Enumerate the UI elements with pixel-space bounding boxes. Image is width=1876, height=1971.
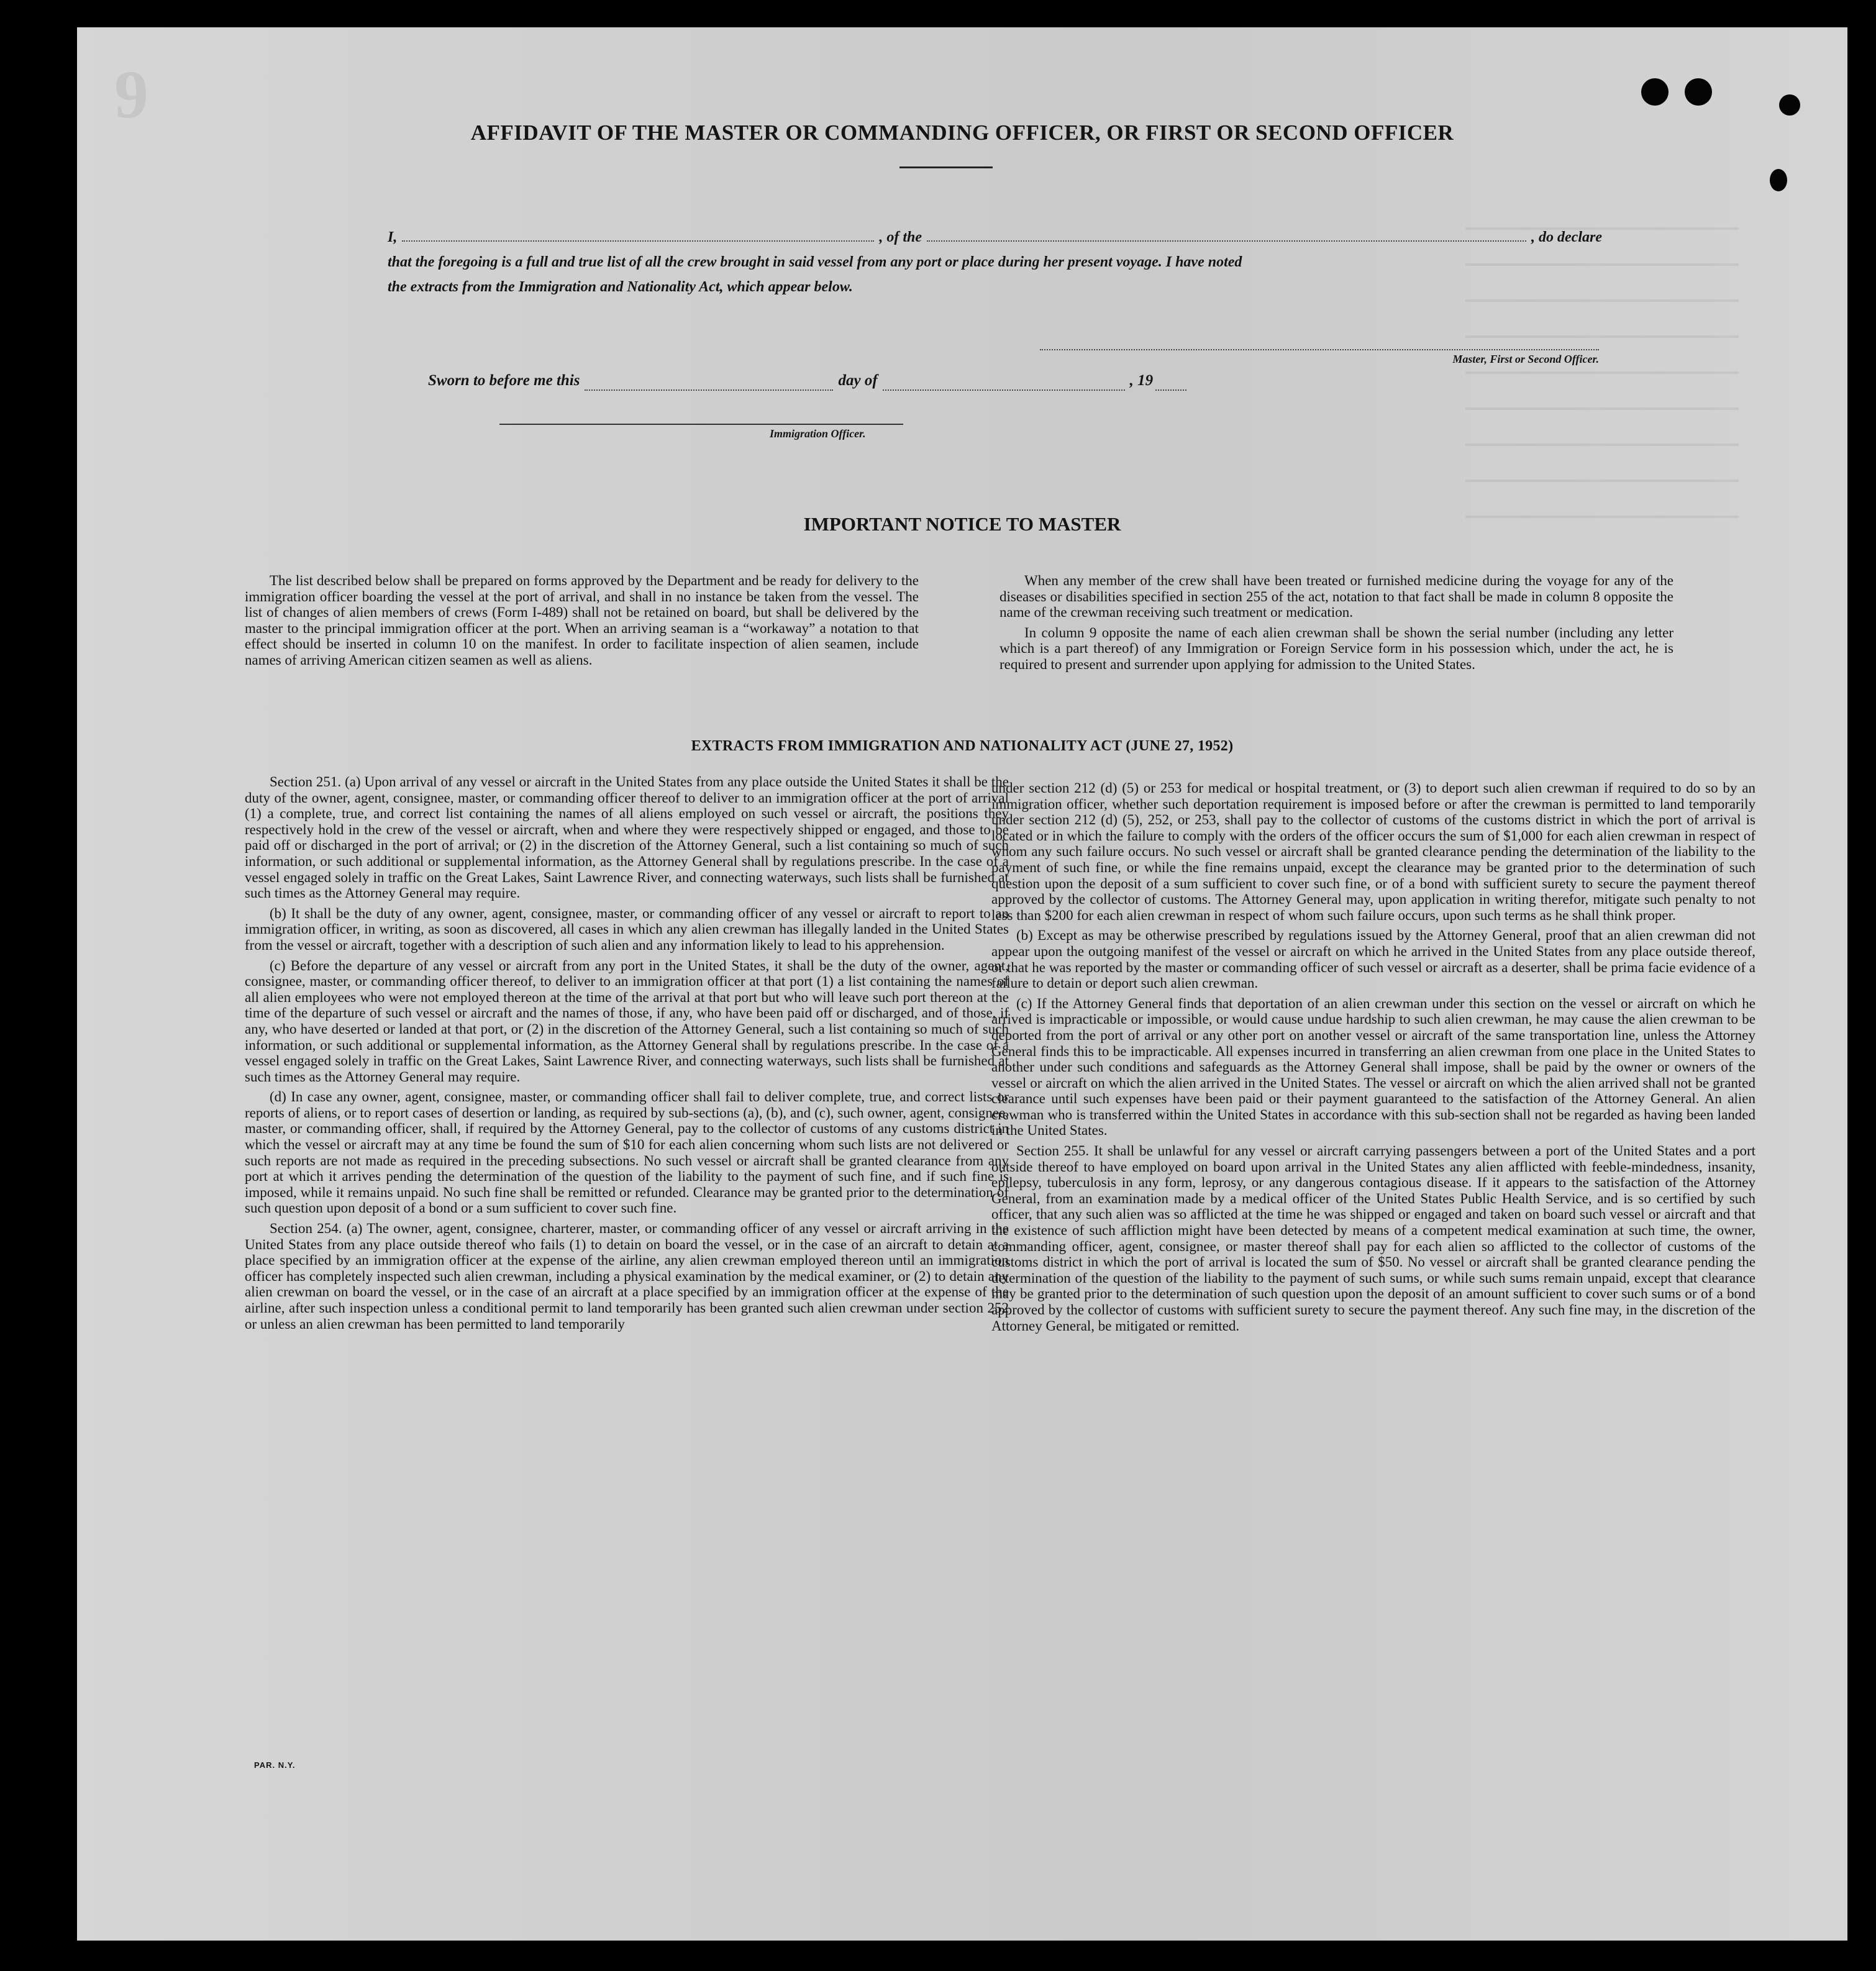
section-254c: (c) If the Attorney General finds that deportation of an alien crewman under this section on the vessel or aircraft on which he arrived is impracticable or impossible, or would cause undue hardship to such alien crewman, he may cause the alien crewman to be deported from the port of arrival or any other port on another vessel or aircraft of the same transportation line, unless the Attorney General finds this to be impracticable. All expenses incurred in transferring an alien crewman from one place in the United States to another under such conditions and safeguards as the Attorney General shall impose, shall be paid by the owner or owners of the vessel or aircraft on which the alien arrived in the United States. The vessel or aircraft on which the alien arrived shall not be granted clearance until such expenses have been paid or their payment guaranteed to the satisfaction of the Attorney General. An alien crewman who is transferred within the United States in accordance with this sub-section shall not be regarded as having been landed in the United States.: [991, 995, 1755, 1139]
faint-stamp-mark: 9: [114, 57, 148, 132]
immigration-officer-caption: Immigration Officer.: [770, 427, 866, 440]
section-254a-continued: under section 212 (d) (5) or 253 for medical or hospital treatment, or (3) to deport such alien crewman if required to do so by an immigration officer, whether such deportation requirement is imposed before or after the crewman is permitted to land temporarily under section 212 (d) (5), 252, or 253, shall pay to the collector of customs of the customs district in which the port of arrival is located or in which the failure to comply with the orders of the officer occurs the sum of $1,000 for each alien crewman in respect of whom any such failure occurs. No such vessel or aircraft shall be granted clearance pending the determination of the liability to the payment of such fine, or while the fine remains unpaid, except the clearance may be granted prior to the determination of such question upon the deposit of a sum sufficient to cover such fine, or of a bond with sufficient surety to secure the payment thereof approved by the collector of customs. The Attorney General may, upon application in writing therefor, mitigate such penalty to not less than $200 for each alien crewman in respect of whom such failure occurs, upon such terms as he shall think proper.: [991, 780, 1755, 923]
sworn-month-field[interactable]: [883, 372, 1125, 391]
section-251a: Section 251. (a) Upon arrival of any vessel or aircraft in the United States from any place outside the United States it shall be the duty of the owner, agent, consignee, master, or commanding officer thereof to deliver to an immigration officer at the port of arrival (1) a complete, true, and correct list containing the names of all aliens employed on such vessel or aircraft, the positions they respectively hold in the crew of the vessel or aircraft, when and where they were respectively shipped or engaged, and those to be paid off or discharged in the port of arrival; or (2) in the discretion of the Attorney General, such a list containing so much of such information, or such additional or supplemental information, as the Attorney General shall by regulations prescribe. In the case of a vessel engaged solely in traffic on the Great Lakes, Saint Lawrence River, and connecting waterways, such lists shall be furnished at such times as the Attorney General may require.: [245, 774, 1009, 901]
punch-hole: [1779, 94, 1800, 116]
section-254b: (b) Except as may be otherwise prescribed by regulations issued by the Attorney General, proof that an alien crewman did not appear upon the outgoing manifest of the vessel or aircraft on which he arrived in the United States from any place outside thereof, or that he was reported by the master or commanding officer of such vessel or aircraft as a deserter, shall be prima facie evidence of a failure to detain or deport such alien crewman.: [991, 927, 1755, 991]
section-251b: (b) It shall be the duty of any owner, agent, consignee, master, or commanding officer of any vessel or aircraft to report to an immigration officer, in writing, as soon as discovered, all cases in which any alien crewman has illegally landed in the United States from the vessel or aircraft, together with a description of such alien and any information likely to lead to his apprehension.: [245, 905, 1009, 953]
year-label: , 19: [1129, 372, 1154, 389]
immigration-officer-signature-field[interactable]: [499, 424, 903, 425]
section-255: Section 255. It shall be unlawful for any vessel or aircraft carrying passengers between a port of the United States and a port outside thereof to have employed on board upon arrival in the United States any alien afflicted with feeble-mindedness, insanity, epilepsy, tuberculosis in any form, leprosy, or any dangerous contagious disease. If it appears to the satisfaction of the Attorney General, from an examination made by a medical officer of the United States Public Health Service, and is so certified by such officer, that any such alien was so afflicted at the time he was shipped or engaged and taken on board such vessel or aircraft and that the existence of such affliction might have been detected by means of a competent medical examination at such time, the owner, commanding officer, agent, consignee, or master thereof shall pay for each alien so afflicted to the collector of customs of the customs district in which the port of arrival is located the sum of $50. No vessel or aircraft shall be granted clearance pending the determination of the question of the liability to the payment of such sums, or while such sums remain unpaid, except that clearance may be granted prior to the determination of such question upon the deposit of an amount sufficient to cover such sums or of a bond approved by the collector of customs with sufficient surety to secure the payment thereof. Any such fine may, in the discretion of the Attorney General, be mitigated or remitted.: [991, 1143, 1755, 1334]
notice-left-column: [245, 573, 919, 668]
declaration-statement: that the foregoing is a full and true list of all the crew brought in said vessel from any port or place during her present voyage. I have noted: [388, 254, 1242, 270]
vessel-name-field[interactable]: [927, 225, 1526, 242]
extracts-left-column: [245, 774, 1009, 1332]
punch-hole: [1641, 78, 1669, 106]
punch-hole: [1770, 169, 1787, 191]
sworn-label: Sworn to before me this: [428, 372, 580, 389]
sworn-statement: [428, 372, 1186, 391]
extracts-title: EXTRACTS FROM IMMIGRATION AND NATIONALITY ACT (JUNE 27, 1952): [691, 738, 1234, 754]
notice-paragraph: In column 9 opposite the name of each alien crewman shall be shown the serial number (including any letter which is a part thereof) of any Immigration or Foreign Service form in his possession which, under the act, he is required to present and surrender upon applying for admission to the United States.: [999, 624, 1673, 672]
section-254a: Section 254. (a) The owner, agent, consignee, charterer, master, or commanding officer of any vessel or aircraft arriving in the United States from any place outside thereof who fails (1) to detain on board the vessel, or in the case of an aircraft to detain at a place specified by an immigration officer at the expense of the airline, any alien crewman employed thereon until an immigration officer has completely inspected such alien crewman, including a physical examination by the medical examiner, or (2) to detain any alien crewman on board the vessel, or in the case of an aircraft at a place specified by an immigration officer at the expense of the airline, after such inspection unless a conditional permit to land temporarily has been granted such alien crewman under section 252 or unless an alien crewman has been permitted to land temporarily: [245, 1221, 1009, 1332]
notice-right-column: [999, 573, 1673, 673]
section-251d: (d) In case any owner, agent, consignee, master, or commanding officer shall fail to deliver complete, true, and correct lists or reports of aliens, or to report cases of desertion or landing, as required by sub-sections (a), (b), and (c), such owner, agent, consignee, master, or commanding officer, shall, if required by the Attorney General, pay to the collector of customs of any customs district in which the vessel or aircraft may at any time be found the sum of $10 for each alien concerning whom such lists are not delivered or such reports are not made as required in the preceding subsections. No such vessel or aircraft shall be granted clearance from any port at which it arrives pending the determination of the question of the liability to the payment of such fine, and if such fine is imposed, while it remains unpaid. No such fine shall be remitted or refunded. Clearance may be granted prior to the determination of such question upon deposit of a bond or a sum sufficient to cover such fine.: [245, 1089, 1009, 1216]
master-signature-caption: Master, First or Second Officer.: [1452, 353, 1599, 365]
day-of-label: day of: [838, 372, 878, 389]
notice-paragraph: When any member of the crew shall have been treated or furnished medicine during the voyage for any of the diseases or disabilities specified in section 255 of the act, notation to that fact shall be made in column 8 opposite the name of the crewman receiving such treatment or medication.: [999, 573, 1673, 621]
of-the-label: , of the: [879, 229, 922, 245]
declarant-name-field[interactable]: [402, 225, 874, 242]
do-declare-label: , do declare: [1531, 229, 1602, 245]
sworn-day-field[interactable]: [585, 372, 833, 391]
title-divider: [899, 166, 993, 168]
printer-mark: PAR. N.Y.: [254, 1760, 296, 1770]
sworn-year-field[interactable]: [1155, 372, 1186, 391]
document-page: [77, 27, 1847, 1941]
notice-paragraph: The list described below shall be prepared on forms approved by the Department and be ready for delivery to the immigration officer boarding the vessel at the port of arrival, and shall in no instance be taken from the vessel. The list of changes of alien members of crews (Form I-489) shall not be retained on board, but shall be delivered by the master to the principal immigration officer at the port. When an arriving seaman is a “workaway” a notation to that effect should be inserted in column 10 on the manifest. In order to facilitate inspection of alien seamen, include names of arriving American citizen seamen as well as aliens.: [245, 573, 919, 668]
punch-hole: [1685, 78, 1712, 106]
affidavit-title: AFFIDAVIT OF THE MASTER OR COMMANDING OFFICER, OR FIRST OR SECOND OFFICER: [470, 121, 1454, 145]
declaration-block: [388, 225, 1602, 299]
notice-title: IMPORTANT NOTICE TO MASTER: [803, 513, 1121, 535]
section-251c: (c) Before the departure of any vessel or aircraft from any port in the United States, it shall be the duty of the owner, agent, consignee, master, or commanding officer thereof, to deliver to an immigration officer at that port (1) a list containing the names of all alien employees who were not employed thereon at the time of the arrival at that port but who will leave such port thereon at the time of the departure of such vessel or aircraft and the names of those, if any, who have been paid off or discharged, and of those, if any, who have deserted or landed at that port, or (2) in the discretion of the Attorney General, such a list containing so much of such information, or such additional or supplemental information, as the Attorney General shall by regulations prescribe. In the case of a vessel engaged solely in traffic on the Great Lakes, Saint Lawrence River, and connecting waterways, such lists shall be furnished at such times as the Attorney General may require.: [245, 957, 1009, 1085]
master-signature-field[interactable]: [1040, 349, 1599, 350]
declaration-statement-2: the extracts from the Immigration and Nationality Act, which appear below.: [388, 279, 853, 295]
extracts-right-column: [991, 780, 1755, 1334]
declarant-label: I,: [388, 229, 398, 245]
